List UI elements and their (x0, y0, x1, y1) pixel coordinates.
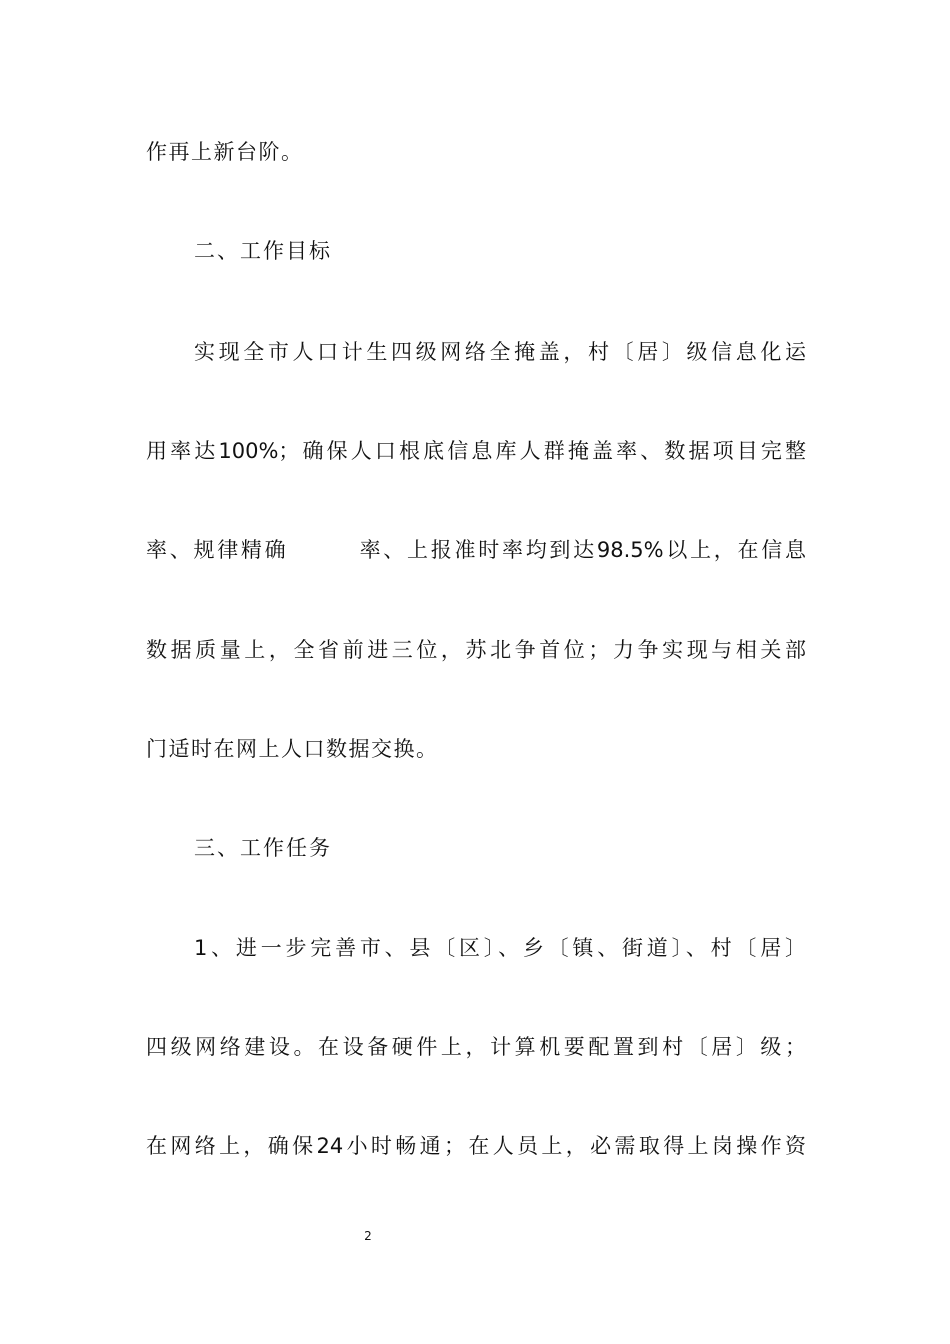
paragraph-line-1: 作再上新台阶。 (146, 140, 304, 164)
paragraph-line-9: 在网络上，确保24小时畅通；在人员上，必需取得上岗操作资 (146, 1134, 806, 1158)
paragraph-line-7: 1、进一步完善市、县〔区〕、乡〔镇、街道〕、村〔居〕 (194, 936, 806, 960)
section-heading-goals: 二、工作目标 (194, 239, 332, 263)
paragraph-line-3: 用率达100%；确保人口根底信息库人群掩盖率、数据项目完整 (146, 439, 806, 463)
paragraph-line-5: 数据质量上，全省前进三位，苏北争首位；力争实现与相关部 (146, 638, 806, 662)
section-heading-tasks: 三、工作任务 (194, 836, 332, 860)
page-number: 2 (364, 1229, 372, 1243)
paragraph-line-8: 四级网络建设。在设备硬件上，计算机要配置到村〔居〕级； (146, 1035, 806, 1059)
paragraph-line-6: 门适时在网上人口数据交换。 (146, 737, 439, 761)
paragraph-line-2: 实现全市人口计生四级网络全掩盖，村〔居〕级信息化运 (194, 340, 806, 364)
paragraph-line-4: 率、规律精确 率、上报准时率均到达98.5%以上，在信息 (146, 538, 806, 562)
